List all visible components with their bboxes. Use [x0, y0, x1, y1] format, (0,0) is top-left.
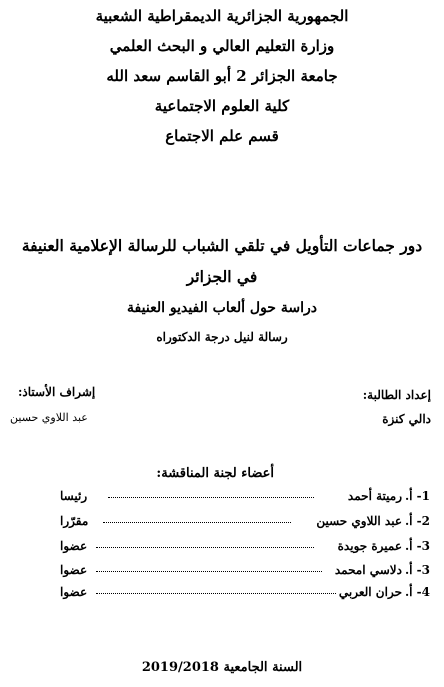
- committee-member-row: [0, 563, 444, 581]
- member-role: عضوا: [60, 563, 88, 577]
- dotted-leader: [96, 547, 314, 548]
- header-ministry: وزارة التعليم العالي و البحث العلمي: [109, 37, 335, 55]
- member-number: 2- أ.: [404, 514, 430, 528]
- header-faculty: كلية العلوم الاجتماعية: [154, 97, 290, 115]
- dotted-leader: [103, 522, 291, 523]
- member-name: حران العربي: [338, 585, 402, 599]
- member-number: 3- أ.: [404, 539, 430, 553]
- student-label: إعداد الطالبة:: [362, 388, 431, 402]
- thesis-subtitle: دراسة حول ألعاب الفيديو العنيفة: [127, 300, 317, 316]
- academic-year: السنة الجامعية 2019/2018: [141, 660, 303, 675]
- supervisor-name: عبد اللاوي حسين: [10, 411, 88, 424]
- committee-member-row: [0, 585, 444, 603]
- dotted-leader: [96, 593, 336, 594]
- member-number: 3- أ.: [404, 563, 430, 577]
- student-name: دالي كنزة: [382, 412, 431, 426]
- header-department: قسم علم الاجتماع: [165, 127, 279, 145]
- supervisor-label: إشراف الأستاذ:: [18, 385, 96, 399]
- member-number: 1- أ.: [404, 489, 430, 503]
- committee-member-row: [0, 514, 444, 532]
- member-role: مقرّرا: [60, 514, 89, 528]
- member-role: عضوا: [60, 585, 88, 599]
- member-name: رميتة أحمد: [347, 489, 402, 503]
- committee-heading: أعضاء لجنة المناقشة:: [156, 466, 274, 481]
- thesis-purpose: رسالة لنيل درجة الدكتوراه: [156, 330, 288, 344]
- member-name: دلاسي امحمد: [334, 563, 402, 577]
- thesis-title-line2: في الجزائر: [186, 267, 258, 286]
- member-number: 4- أ.: [404, 585, 430, 599]
- header-country: الجمهورية الجزائرية الديمقراطية الشعبية: [95, 7, 349, 25]
- committee-member-row: [0, 539, 444, 557]
- committee-member-row: [0, 489, 444, 507]
- member-role: رئيسا: [60, 489, 88, 503]
- dotted-leader: [108, 497, 314, 498]
- member-name: عميرة جويدة: [337, 539, 402, 553]
- header-university: جامعة الجزائر 2 أبو القاسم سعد الله: [106, 67, 338, 85]
- thesis-title-line1: دور جماعات التأويل في تلقي الشباب للرسالة الإعلامية العنيفة: [21, 236, 423, 255]
- dotted-leader: [96, 571, 322, 572]
- member-role: عضوا: [60, 539, 88, 553]
- member-name: عبد اللاوي حسين: [316, 514, 402, 528]
